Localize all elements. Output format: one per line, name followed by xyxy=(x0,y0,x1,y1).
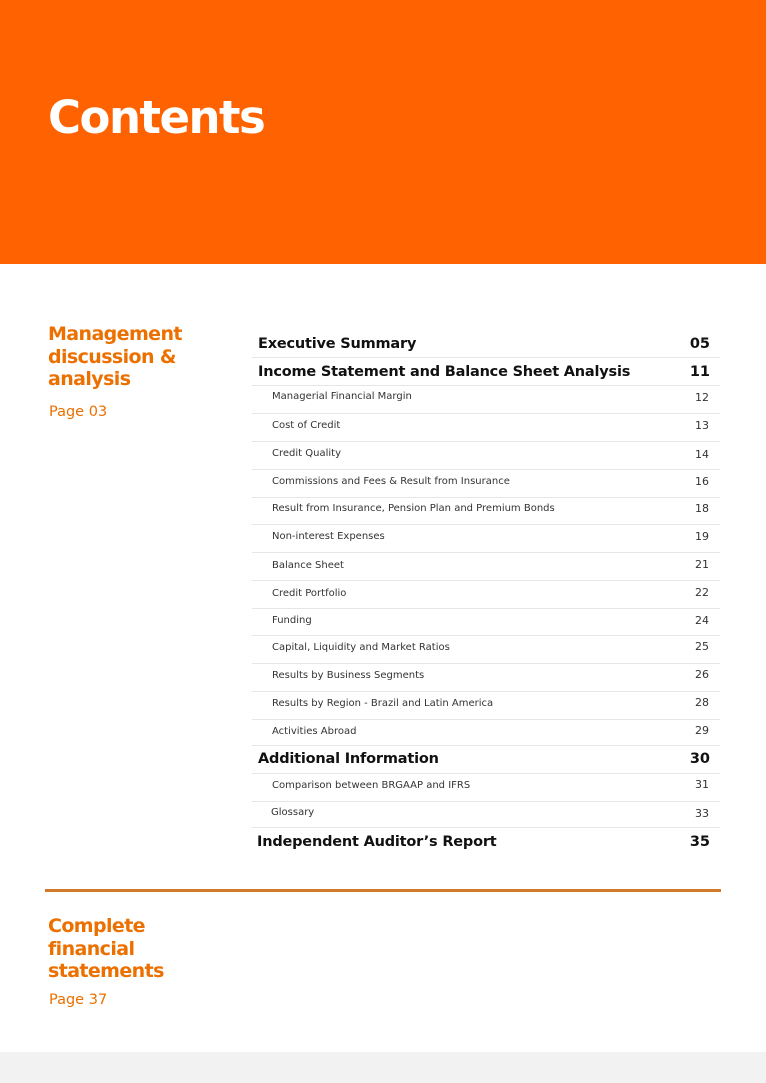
toc-row[interactable] xyxy=(252,720,720,746)
toc-label: Income Statement and Balance Sheet Analysis xyxy=(258,364,631,380)
toc-page: 21 xyxy=(695,558,709,571)
section-page-management[interactable]: Page 03 xyxy=(49,404,108,420)
toc-page: 28 xyxy=(695,696,709,709)
toc-page: 18 xyxy=(695,502,709,515)
toc-page: 16 xyxy=(695,475,709,488)
toc-label: Comparison between BRGAAP and IFRS xyxy=(272,780,471,791)
toc-row[interactable] xyxy=(252,609,720,636)
toc-label: Cost of Credit xyxy=(272,420,341,431)
toc-label: Commissions and Fees & Result from Insurance xyxy=(272,476,510,487)
toc-row[interactable] xyxy=(252,746,720,774)
toc-label: Results by Business Segments xyxy=(272,670,425,681)
toc-page: 19 xyxy=(695,530,709,543)
toc-label: Executive Summary xyxy=(258,336,417,352)
section-page-financial-statements[interactable]: Page 37 xyxy=(49,992,108,1008)
toc-label: Result from Insurance, Pension Plan and Premium Bonds xyxy=(272,503,555,514)
toc-row[interactable] xyxy=(252,828,720,858)
toc-row[interactable] xyxy=(252,581,720,609)
toc-row[interactable] xyxy=(252,802,720,828)
toc-page: 12 xyxy=(695,391,709,404)
toc-label: Additional Information xyxy=(258,751,439,767)
toc-row[interactable] xyxy=(252,330,720,358)
toc-row[interactable] xyxy=(252,692,720,720)
toc-row[interactable] xyxy=(252,636,720,664)
toc-page: 33 xyxy=(695,807,709,820)
toc-page: 25 xyxy=(695,640,709,653)
toc-row[interactable] xyxy=(252,498,720,525)
toc-page: 13 xyxy=(695,419,709,432)
toc-label: Results by Region - Brazil and Latin America xyxy=(272,698,494,709)
header-banner xyxy=(0,0,766,264)
toc-label: Balance Sheet xyxy=(272,560,344,571)
toc-label: Managerial Financial Margin xyxy=(272,391,412,402)
toc-row[interactable] xyxy=(252,525,720,553)
toc-row[interactable] xyxy=(252,774,720,802)
toc-row[interactable] xyxy=(252,470,720,498)
toc-row[interactable] xyxy=(252,414,720,442)
toc-page: 22 xyxy=(695,586,709,599)
toc-row[interactable] xyxy=(252,442,720,470)
page-title: Contents xyxy=(48,91,265,144)
toc-page: 29 xyxy=(695,724,709,737)
toc-page: 24 xyxy=(695,614,709,627)
section-title-management: Management discussion & analysis xyxy=(48,323,182,390)
section-divider xyxy=(45,889,721,892)
toc-page: 35 xyxy=(689,834,710,850)
toc-page: 14 xyxy=(695,448,709,461)
toc-row[interactable] xyxy=(252,386,720,414)
toc-row[interactable] xyxy=(252,664,720,692)
toc-label: Funding xyxy=(272,615,312,626)
toc-page: 26 xyxy=(695,668,709,681)
toc-row[interactable] xyxy=(252,553,720,581)
toc-label: Credit Portfolio xyxy=(272,588,347,599)
toc-page: 05 xyxy=(689,336,710,352)
toc-label: Non-interest Expenses xyxy=(272,531,385,542)
footer-band xyxy=(0,1052,766,1083)
toc-label: Credit Quality xyxy=(272,448,341,459)
toc-row[interactable] xyxy=(252,358,720,386)
toc-label: Independent Auditor’s Report xyxy=(257,834,497,850)
section-title-financial-statements: Complete financial statements xyxy=(48,915,164,982)
toc-page: 30 xyxy=(689,751,710,767)
toc-page: 31 xyxy=(695,778,709,791)
toc-label: Activities Abroad xyxy=(272,726,357,737)
toc-page: 11 xyxy=(689,364,710,380)
toc-label: Glossary xyxy=(271,807,315,818)
toc-label: Capital, Liquidity and Market Ratios xyxy=(272,642,450,653)
